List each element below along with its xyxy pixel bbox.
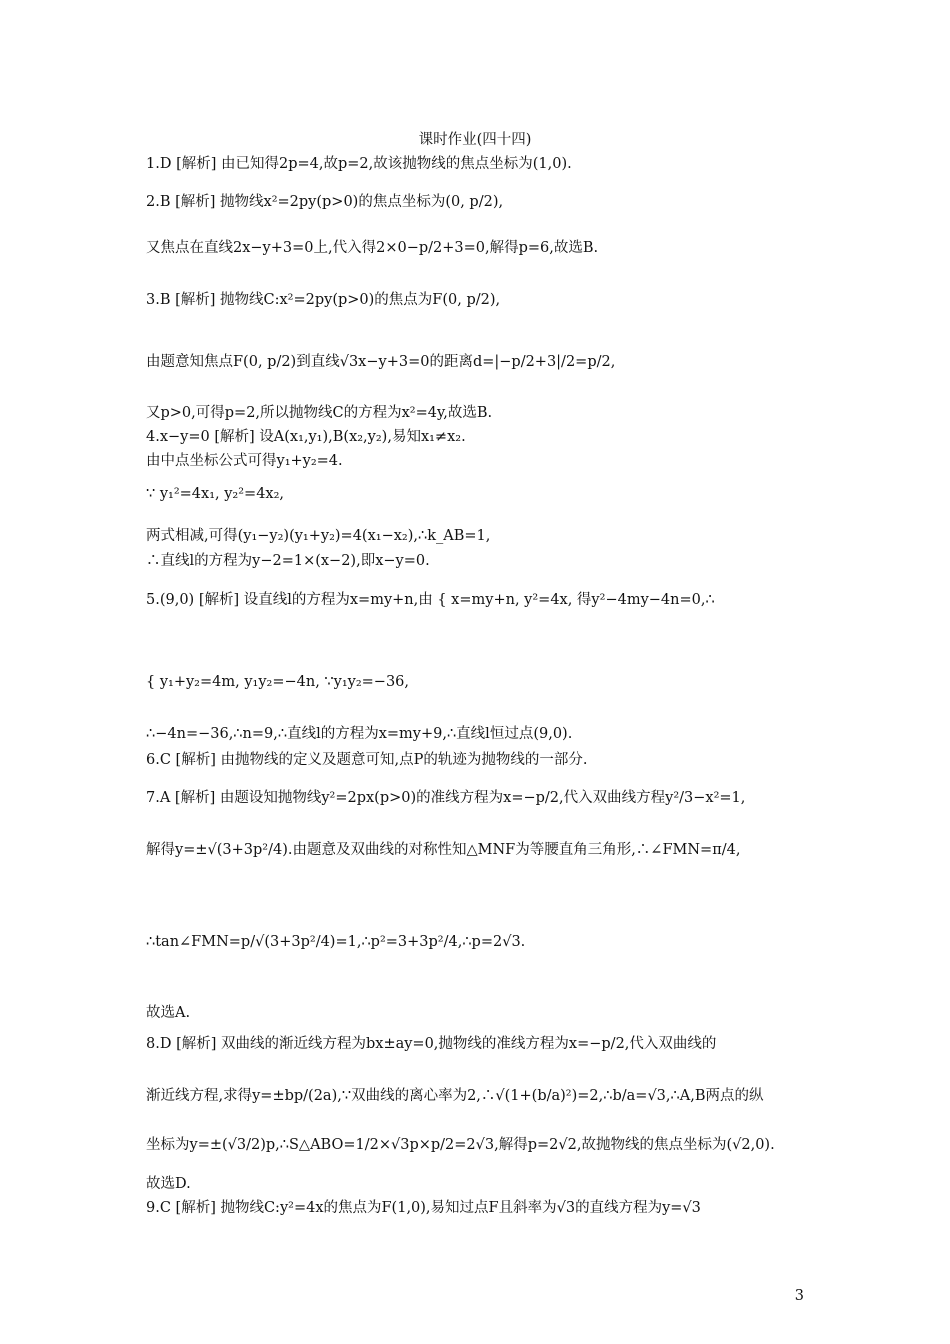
- answer-line: 5.(9,0) [解析] 设直线l的方程为x=my+n,由 { x=my+n, y²=4x, 得y²−4my−4n=0,∴: [146, 592, 715, 608]
- answer-line: 3.B [解析] 抛物线C:x²=2py(p>0)的焦点为F(0, p/2),: [146, 292, 501, 308]
- answer-line: ∴直线l的方程为y−2=1×(x−2),即x−y=0.: [146, 553, 430, 569]
- answer-line: ∴tan∠FMN=p/√(3+3p²/4)=1,∴p²=3+3p²/4,∴p=2√3.: [146, 934, 526, 950]
- answer-line: 2.B [解析] 抛物线x²=2py(p>0)的焦点坐标为(0, p/2),: [146, 194, 504, 210]
- answer-line: 坐标为y=±(√3/2)p,∴S△ABO=1/2×√3p×p/2=2√3,解得p=2√2,故抛物线的焦点坐标为(√2,0).: [146, 1137, 775, 1153]
- answer-line: 由中点坐标公式可得y₁+y₂=4.: [146, 453, 343, 469]
- answer-line: ∵ y₁²=4x₁, y₂²=4x₂,: [146, 486, 285, 502]
- answer-line: 7.A [解析] 由题设知抛物线y²=2px(p>0)的准线方程为x=−p/2,代入双曲线方程y²/3−x²=1,: [146, 790, 746, 806]
- answer-line: ∴−4n=−36,∴n=9,∴直线l的方程为x=my+9,∴直线l恒过点(9,0).: [146, 726, 573, 742]
- answer-line: 又p>0,可得p=2,所以抛物线C的方程为x²=4y,故选B.: [146, 405, 493, 421]
- answer-line: 4.x−y=0 [解析] 设A(x₁,y₁),B(x₂,y₂),易知x₁≠x₂.: [146, 429, 466, 445]
- answer-line: { y₁+y₂=4m, y₁y₂=−4n, ∵y₁y₂=−36,: [146, 674, 410, 690]
- answer-line: 8.D [解析] 双曲线的渐近线方程为bx±ay=0,抛物线的准线方程为x=−p/2,代入双曲线的: [146, 1036, 717, 1052]
- answer-line: 由题意知焦点F(0, p/2)到直线√3x−y+3=0的距离d=|−p/2+3|/2=p/2,: [146, 354, 616, 370]
- page-title: 课时作业(四十四): [418, 132, 532, 148]
- answer-line: 故选D.: [146, 1176, 191, 1192]
- answer-line: 故选A.: [146, 1005, 191, 1021]
- answer-line: 两式相减,可得(y₁−y₂)(y₁+y₂)=4(x₁−x₂),∴k_AB=1,: [146, 528, 491, 544]
- answer-line: 渐近线方程,求得y=±bp/(2a),∵双曲线的离心率为2,∴√(1+(b/a)²)=2,∴b/a=√3,∴A,B两点的纵: [146, 1088, 764, 1104]
- answer-line: 又焦点在直线2x−y+3=0上,代入得2×0−p/2+3=0,解得p=6,故选B.: [146, 240, 599, 256]
- answer-line: 解得y=±√(3+3p²/4).由题意及双曲线的对称性知△MNF为等腰直角三角形,∴∠FMN=π/4,: [146, 842, 741, 858]
- answer-line: 1.D [解析] 由已知得2p=4,故p=2,故该抛物线的焦点坐标为(1,0).: [146, 156, 572, 172]
- page-number: 3: [794, 1288, 804, 1304]
- answer-line: 9.C [解析] 抛物线C:y²=4x的焦点为F(1,0),易知过点F且斜率为√3的直线方程为y=√3: [146, 1200, 701, 1216]
- answer-line: 6.C [解析] 由抛物线的定义及题意可知,点P的轨迹为抛物线的一部分.: [146, 752, 588, 768]
